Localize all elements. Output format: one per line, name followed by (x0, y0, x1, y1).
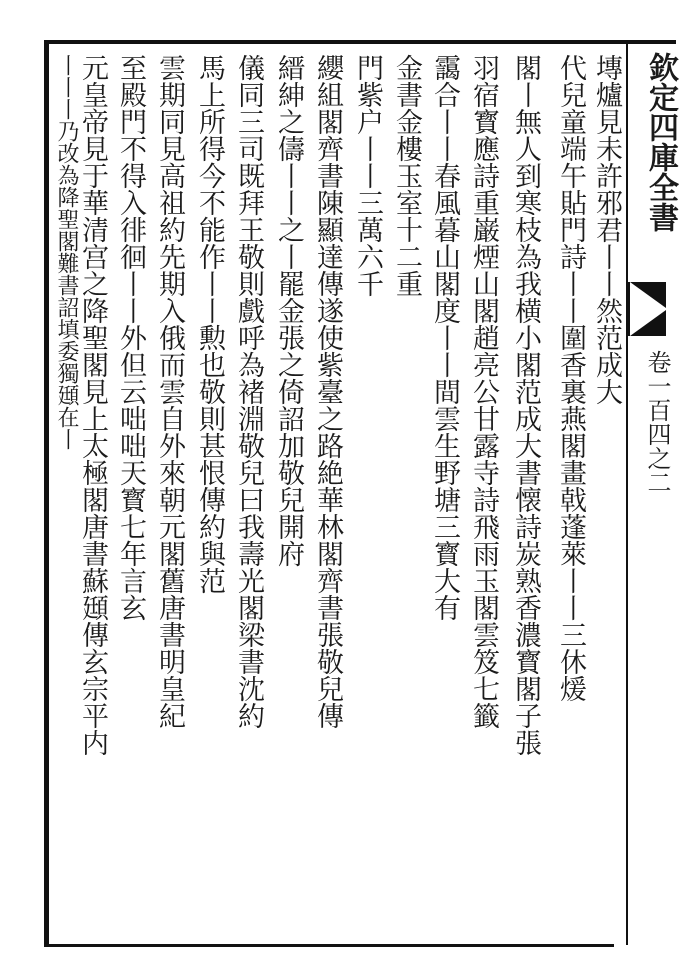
text-column: 靄合丨丨春風暮山閣度丨丨間雲生野塘三寳大有 (429, 54, 460, 621)
text-column: 至殿門不得入徘徊丨丨外但云咄咄天寳七年言玄 (115, 54, 146, 621)
text-column: 馬上所得今不能作丨丨勲也敬則甚恨傳約與范 (194, 54, 225, 594)
volume-label: 卷一百四之二 (643, 350, 671, 494)
frame-top-rule (46, 40, 676, 44)
text-column: 纓組閣齊書陳顯達傳遂使紫臺之路絶華林閣齊書張敬兒傳 (312, 54, 343, 729)
text-column: 塼爐見未許邪君丨丨然范成大 (591, 54, 622, 405)
fishtail-mark (628, 282, 670, 336)
frame-right-rule (626, 40, 628, 945)
frame-left-rule (44, 40, 49, 947)
text-column: 縉紳之儔丨丨之丨罷金張之倚詔加敬兒開府 (273, 54, 304, 567)
series-title: 欽定四庫全書 (643, 52, 678, 232)
text-column: 金書金樓玉室十二重 (391, 54, 422, 297)
text-column: 代兒童端午貼門詩丨丨圍香裏燕閣畫戟蓬萊丨丨三休煖 (555, 54, 586, 702)
text-column: 丨丨丨乃改為降聖閣難書詔填委獨頲在丨 (54, 54, 79, 450)
text-column: 元皇帝見于華清宫之降聖閣見上太極閣唐書蘇頲傳玄宗平内 (77, 54, 108, 756)
text-column: 閣丨無人到寒枝為我横小閣范成大書懐詩炭熟香濃寳閣子張 (510, 54, 541, 756)
frame-bottom-rule (44, 944, 614, 947)
text-column: 儀同三司既拜王敬則戲呼為褚淵敬兒曰我壽光閣梁書沈約 (233, 54, 264, 729)
text-column: 雲期同見高祖約先期入俄而雲自外來朝元閣舊唐書明皇紀 (154, 54, 185, 729)
text-column: 門紫户丨丨三萬六千 (352, 54, 383, 297)
text-column: 羽宿寳應詩重巌煙山閣趙亮公甘露寺詩飛雨玉閣雲笈七籤 (468, 54, 499, 729)
